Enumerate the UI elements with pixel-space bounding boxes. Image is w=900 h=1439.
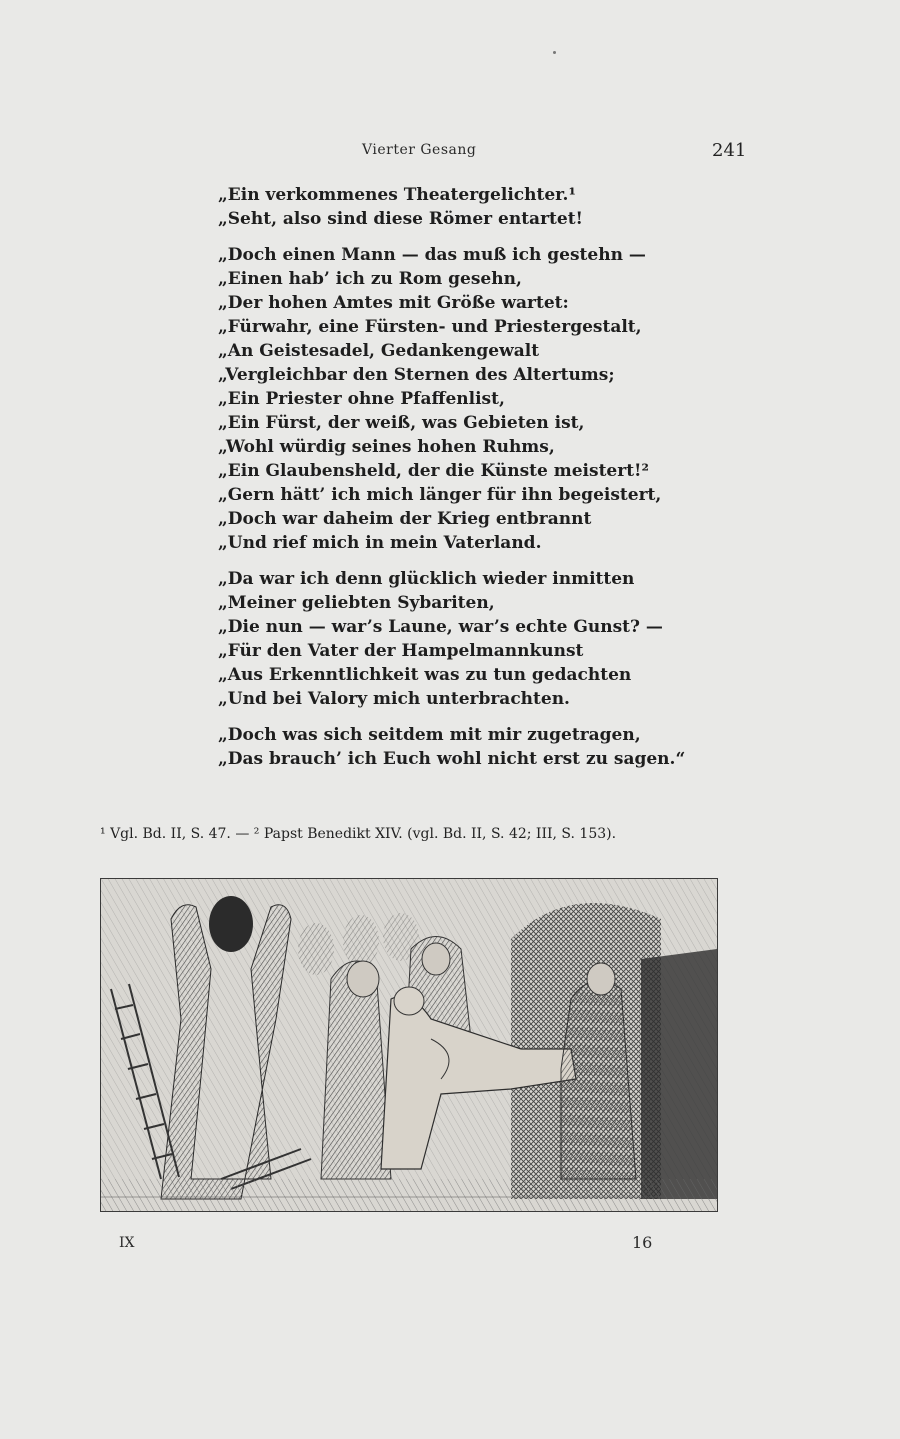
running-title: Vierter Gesang [362, 142, 477, 158]
stanza [218, 567, 738, 711]
signature-mark: IX [119, 1235, 135, 1251]
verse-line: „Da war ich denn glücklich wieder inmitten [218, 569, 635, 589]
verse-line: „Ein Glaubensheld, der die Künste meistert!² [218, 461, 649, 481]
engraving-image [101, 879, 717, 1211]
verse-line: „Gern hätt’ ich mich länger für ihn begeistert, [218, 485, 662, 505]
verse-line: „An Geistesadel, Gedankengewalt [218, 341, 540, 361]
verse-line: „Seht, also sind diese Römer entartet! [218, 209, 584, 229]
verse-line: „Vergleichbar den Sternen des Altertums; [218, 365, 615, 385]
verse-line: „Doch was sich seitdem mit mir zugetragen, [218, 725, 641, 745]
verse-line: „Meiner geliebten Sybariten, [218, 593, 495, 613]
verse-line: „Und bei Valory mich unterbrachten. [218, 689, 570, 709]
verse-line: „Doch einen Mann — das muß ich gestehn — [218, 245, 646, 265]
verse-line: „Der hohen Amtes mit Größe wartet: [218, 293, 569, 313]
sheet-number: 16 [632, 1233, 653, 1252]
poem-text [218, 183, 738, 783]
verse-line: „Fürwahr, eine Fürsten- und Priestergestalt, [218, 317, 642, 337]
verse-line: „Die nun — war’s Laune, war’s echte Gunst? — [218, 617, 663, 637]
speck [553, 51, 556, 54]
verse-line: „Und rief mich in mein Vaterland. [218, 533, 542, 553]
verse-line: „Für den Vater der Hampelmannkunst [218, 641, 584, 661]
running-head [0, 140, 900, 164]
page-number: 241 [712, 140, 747, 161]
verse-line: „Das brauch’ ich Euch wohl nicht erst zu sagen.“ [218, 749, 686, 769]
verse-line: „Ein verkommenes Theatergelichter.¹ [218, 185, 576, 205]
verse-line: „Einen hab’ ich zu Rom gesehn, [218, 269, 522, 289]
stanza [218, 723, 738, 771]
footnotes: ¹ Vgl. Bd. II, S. 47. — ² Papst Benedikt XIV. (vgl. Bd. II, S. 42; III, S. 153). [100, 826, 617, 842]
verse-line: „Aus Erkenntlichkeit was zu tun gedachten [218, 665, 632, 685]
verse-line: „Ein Fürst, der weiß, was Gebieten ist, [218, 413, 585, 433]
stanza [218, 183, 738, 231]
engraving-illustration [100, 878, 718, 1212]
verse-line: „Doch war daheim der Krieg entbrannt [218, 509, 592, 529]
verse-line: „Wohl würdig seines hohen Ruhms, [218, 437, 555, 457]
stanza [218, 243, 738, 555]
verse-line: „Ein Priester ohne Pfaffenlist, [218, 389, 505, 409]
